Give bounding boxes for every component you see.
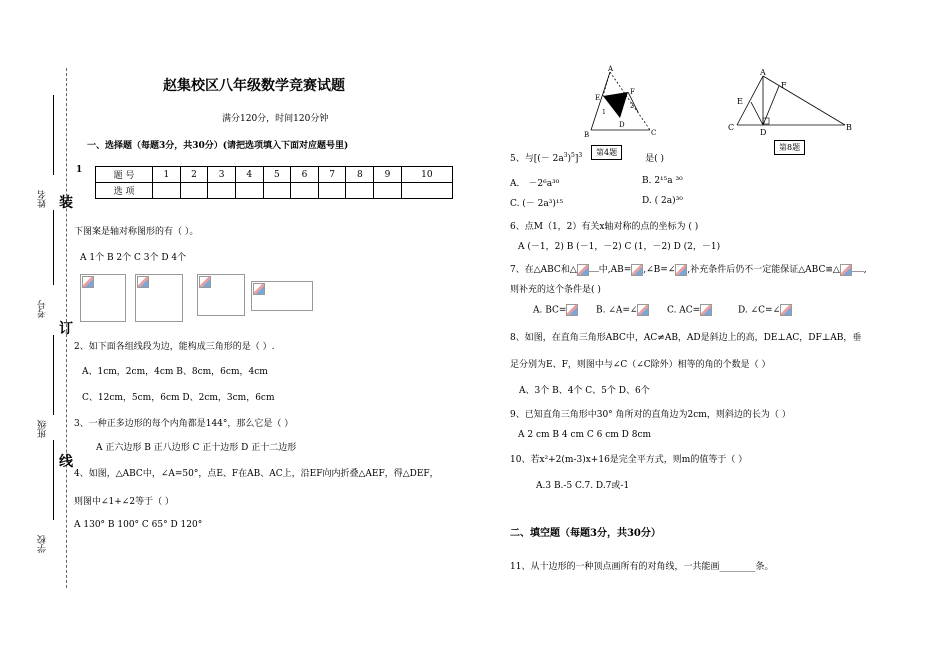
q7-part3: ,∠B=∠ [643,265,676,275]
image-placeholder-icon [82,276,94,288]
q9-text: 9、已知直角三角形中30° 角所对的直角边为2cm，则斜边的长为（ ） [510,410,791,420]
image-placeholder-icon [840,264,852,276]
q7-option-c [667,304,712,316]
row-number: 1 [76,165,83,175]
fig8-vertex-C: C [728,123,735,132]
margin-line [53,95,54,175]
fig8-edge [763,76,845,125]
table-col-number: 5 [263,167,291,183]
fig4-angle-2: 2 [630,103,634,110]
fig4-vertex-C: C [651,129,657,137]
fig4-angle-1: 1 [602,109,606,116]
table-col-number: 8 [346,167,374,183]
image-placeholder-icon [253,283,265,295]
q8-text: 8、如图，在直角三角形ABC中，AC≠AB，AD是斜边上的高，DE⊥AC，DF⊥AB，垂 [510,333,862,343]
q7-part5: , [863,265,867,275]
q5-text: 5、与[(－ $2a^3)^5]^3$ 是( ) [510,152,664,164]
q5-prefix: 5、与[(－ 2a [510,154,564,164]
school-label: 学校 [38,535,48,553]
answer-table [95,166,453,199]
fig8-edge [751,102,763,125]
q2-text: 2、如下面各组线段为边，能构成三角形的是（ ）. [74,342,275,352]
table-col-number: 4 [235,167,263,183]
q1-image-1 [80,274,126,322]
answer-cell[interactable] [235,183,263,199]
table-col-number: 2 [180,167,208,183]
q5-suffix: 是( ) [645,154,664,164]
q7-option-b [596,304,649,316]
answer-cell[interactable] [208,183,236,199]
binding-mark-ding: 订 [59,321,73,337]
q1-image-2 [135,274,183,322]
answer-cell[interactable] [291,183,319,199]
fig8-vertex-F: F [781,81,787,90]
q2-options-1: A、1cm，2cm，4cm B、8cm，6cm，4cm [82,367,268,377]
q7-text-2: 则补充的这个条件是( ) [510,285,601,295]
image-placeholder-icon [566,304,578,316]
q5-option-c: C. (－ 2a³)¹⁵ [510,199,564,209]
q5-option-b: B. 2¹⁵a ³⁰ [642,176,683,186]
q7-option-c-text: C. AC= [667,305,701,316]
fig8-vertex-D: D [760,128,767,137]
fig4-vertex-A: A [608,65,614,73]
q2-options-2: C、12cm，5cm，6cm D、2cm，3cm，6cm [82,393,275,403]
q4-options: A 130° B 100° C 65° D 120° [74,520,203,530]
q7-option-a [533,304,578,316]
image-placeholder-icon [637,304,649,316]
q5-option-d: D. ( 2a)³⁰ [642,196,683,206]
q3-options: A 正六边形 B 正八边形 C 正十边形 D 正十二边形 [96,443,297,453]
q6-options: A (－1，2) B (－1，－2) C (1，－2) D (2，－1) [518,242,721,252]
table-col-number: 1 [153,167,181,183]
q1-options: A 1个 B 2个 C 3个 D 4个 [80,253,187,263]
image-placeholder-icon [199,276,211,288]
answer-cell[interactable] [180,183,208,199]
fig4-folded-triangle [603,92,628,118]
table-col-number: 9 [374,167,402,183]
q1-text: 下图案是轴对称图形的有（ ）。 [74,227,199,237]
q7-text [510,262,867,276]
table-col-number: 7 [318,167,346,183]
table-answer-label: 选 项 [96,183,153,199]
q10-options: A.3 B.-5 C.7. D.7或-1 [536,481,630,491]
image-placeholder-icon [780,304,792,316]
class-label: 班级 [38,420,48,438]
q7-option-d-text: D. ∠C=∠ [738,305,781,316]
subtitle: 满分120分，时间120分钟 [222,114,329,124]
fig4-vertex-F: F [630,88,635,96]
fig4-vertex-B: B [584,131,590,139]
q7-part2: 中,AB= [598,265,632,275]
q7-part1: 7、在△ABC和△ [510,265,577,275]
answer-cell[interactable] [263,183,291,199]
q3-text: 3、一种正多边形的每个内角都是144°，那么它是（ ） [74,419,294,429]
image-placeholder-icon [137,276,149,288]
figure-8-label: 第8题 [774,140,805,155]
section2-heading: 二、填空题（每题3分，共30分） [510,528,661,539]
fig8-vertex-B: B [846,123,852,132]
answer-cell[interactable] [346,183,374,199]
fig8-vertex-E: E [737,97,743,106]
q11-text: 11、从十边形的一种顶点画所有的对角线，一共能画________条。 [510,562,774,572]
q6-text: 6、点M（1，2）有关x轴对称的点的坐标为 ( ) [510,222,699,232]
image-placeholder-icon [675,264,687,276]
table-col-number: 10 [401,167,452,183]
answer-cell[interactable] [153,183,181,199]
figure-4-triangle [580,62,660,142]
exam-number-label: 考号 [38,300,48,318]
q1-image-3 [197,274,245,316]
q8-options: A、3个 B、4个 C、5个 D、6个 [519,386,650,396]
q1-image-4 [251,281,313,311]
q4-text: 4、如图，△ABC中，∠A=50°，点E、F在AB、AC上，沿EF向内折叠△AEF，得△DEF， [74,469,439,479]
image-placeholder-icon [631,264,643,276]
table-col-number: 6 [291,167,319,183]
fig4-vertex-E: E [595,94,601,102]
q7-option-a-text: A. BC= [533,305,567,316]
q7-option-b-text: B. ∠A=∠ [596,305,638,316]
q9-options: A 2 cm B 4 cm C 6 cm D 8cm [518,430,652,440]
margin-line [53,210,54,285]
binding-mark-zhuang: 装 [59,195,73,211]
name-label: 姓名 [38,190,48,208]
q8-text-2: 足分别为E、F，则图中与∠C（∠C除外）相等的角的个数是（ ） [510,360,771,370]
q10-text: 10、若x²+2(m-3)x+16是完全平方式，则m的值等于（ ） [510,455,748,465]
fig4-vertex-D: D [619,121,625,129]
q4-text-2: 则图中∠1+∠2等于（ ） [74,497,174,507]
answer-cell[interactable] [401,183,452,199]
q7-option-d [738,304,792,316]
q7-part4: ,补充条件后仍不一定能保证△ABC≌△ [687,265,840,275]
fig8-vertex-A: A [760,68,766,77]
figure-8-triangle [725,68,860,138]
margin-line [53,440,54,520]
table-col-number: 3 [208,167,236,183]
image-placeholder-icon [700,304,712,316]
figure-4-label: 第4题 [591,145,622,160]
answer-cell[interactable] [374,183,402,199]
binding-mark-xian: 线 [59,454,73,470]
image-placeholder-icon [577,264,589,276]
fig8-edge [763,86,779,125]
page-title: 赵集校区八年级数学竞赛试题 [163,78,345,94]
answer-cell[interactable] [318,183,346,199]
table-header-label: 题 号 [96,167,153,183]
margin-line [53,335,54,415]
q5-option-a: A． －2⁶a³⁰ [510,179,560,189]
section1-heading: 一、选择题（每题3分，共30分）(请把选项填入下面对应题号里) [87,141,349,151]
